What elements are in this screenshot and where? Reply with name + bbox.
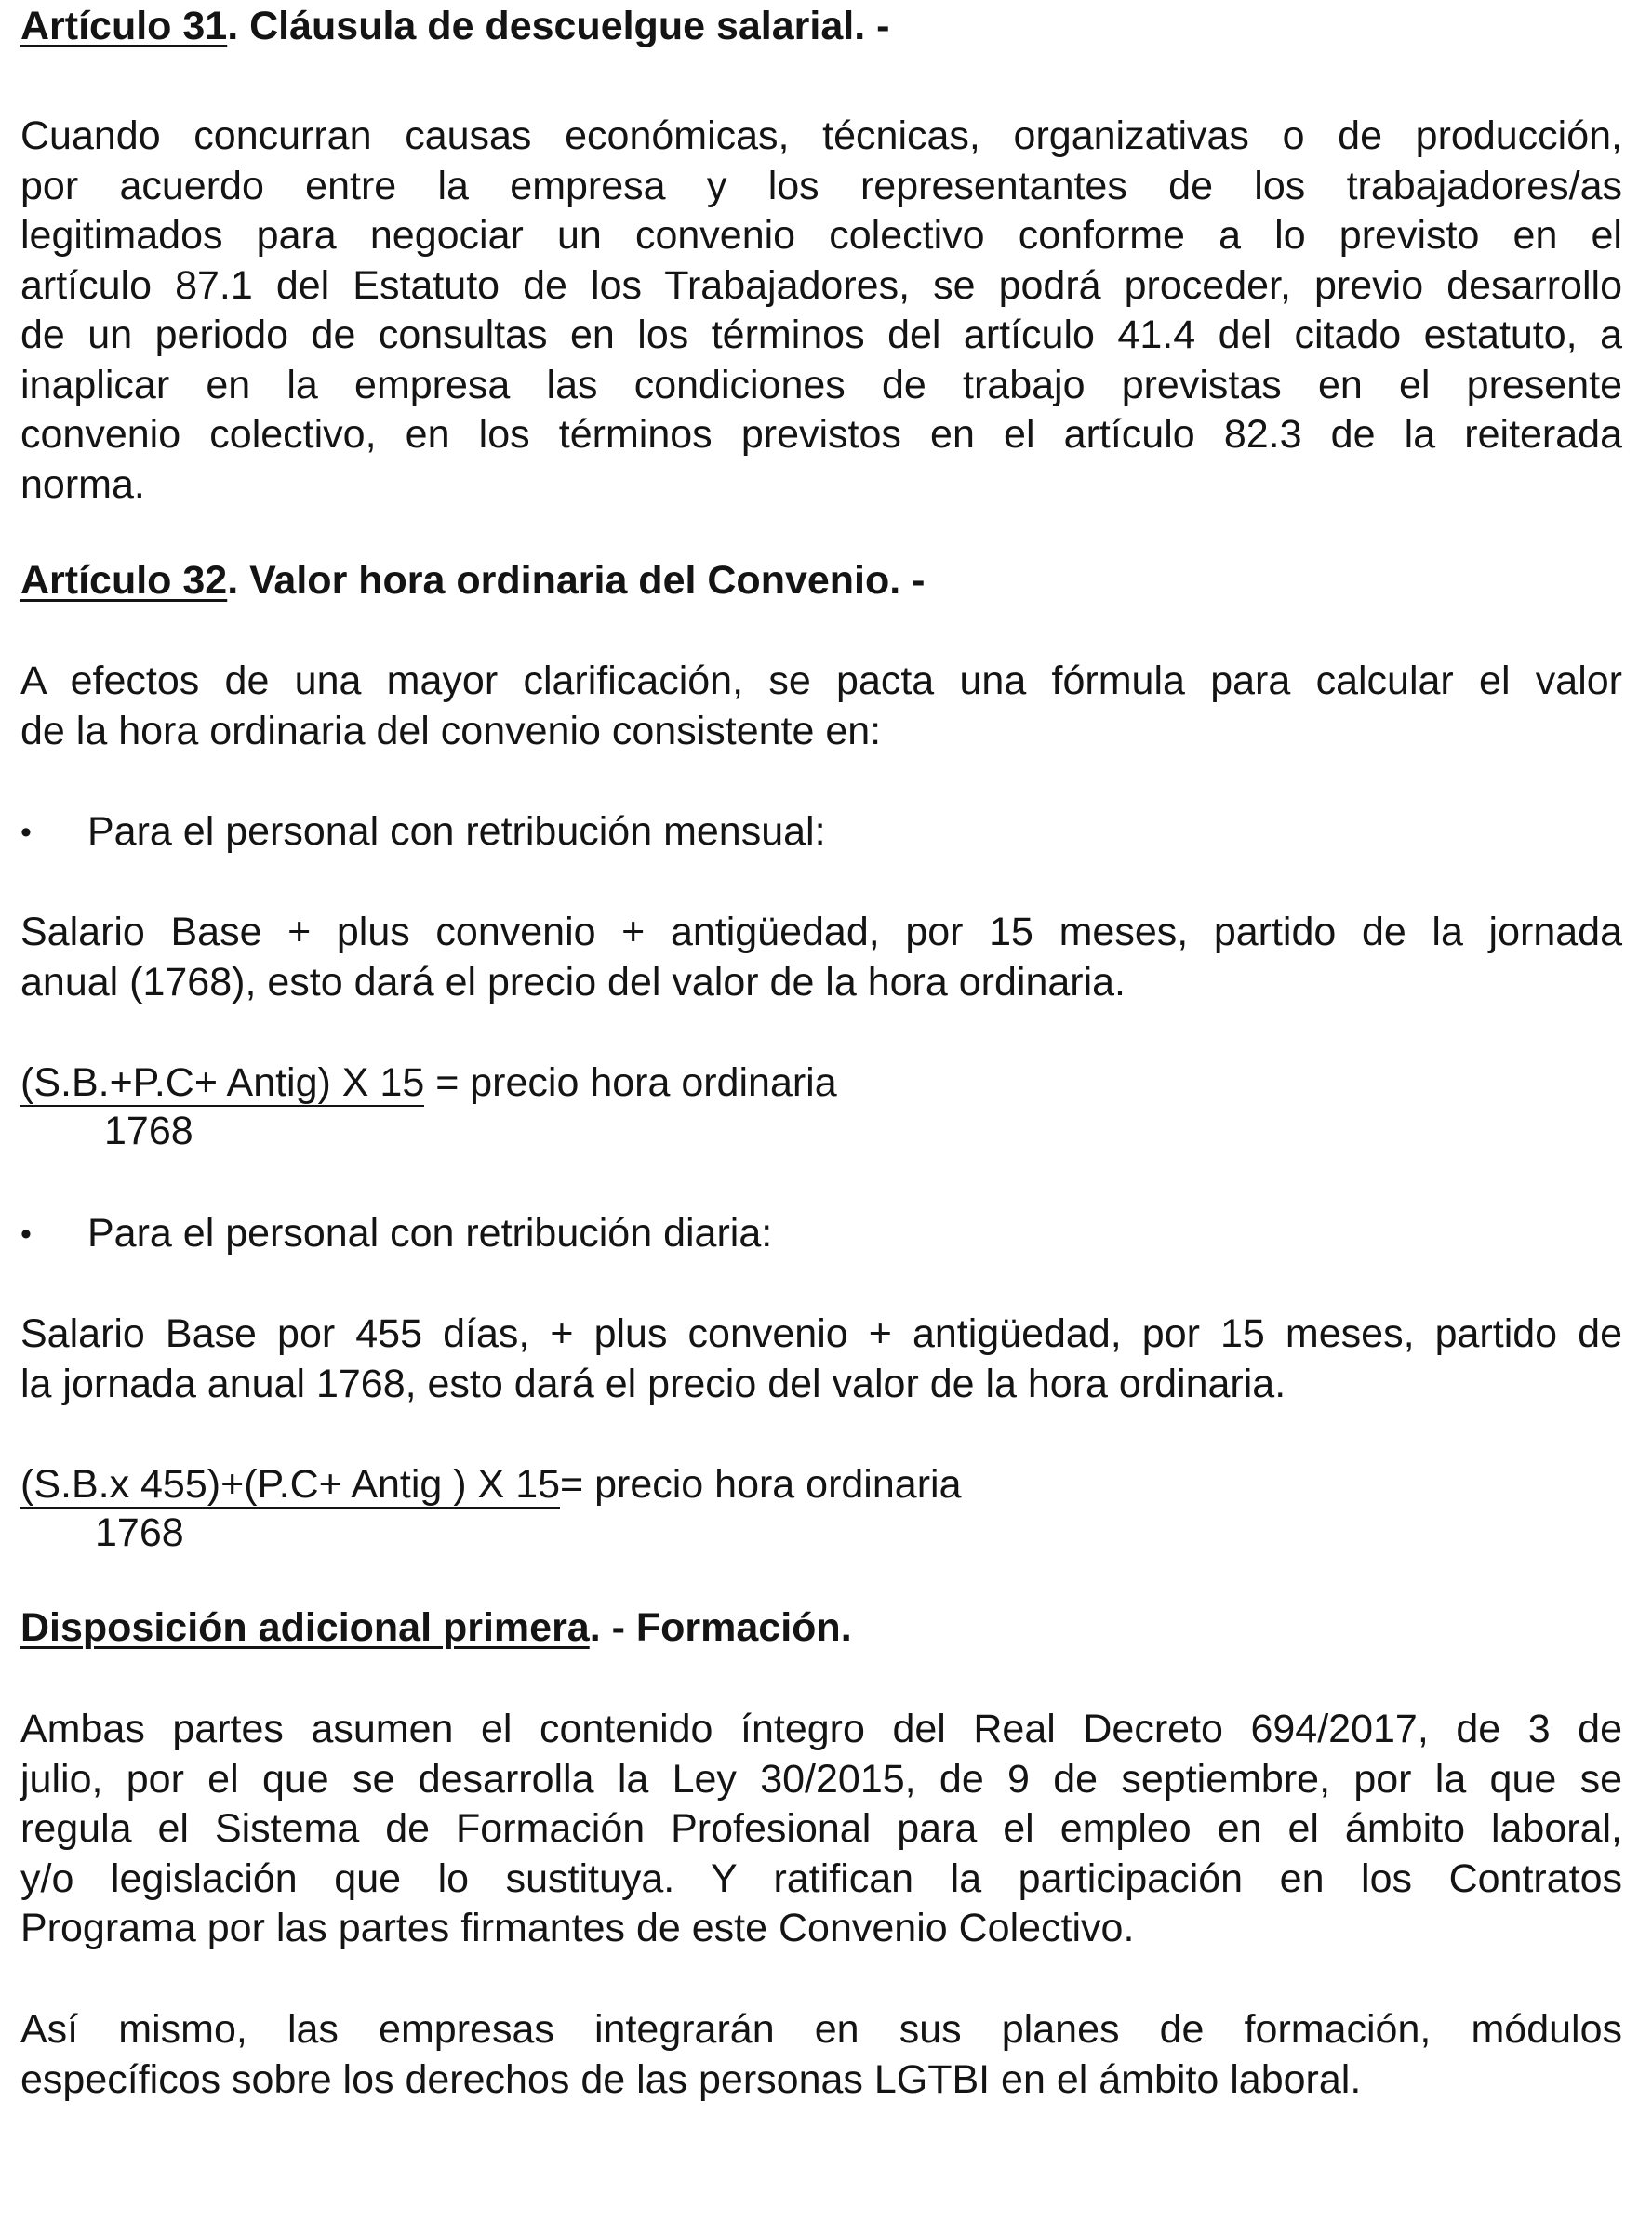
text-line: regula el Sistema de Formación Profesional para el empleo en el ámbito laboral, bbox=[20, 1806, 1622, 1851]
text-line: específicos sobre los derechos de las personas LGTBI en el ámbito laboral. bbox=[20, 2056, 1362, 2102]
diaria-paragraph bbox=[20, 1310, 1622, 1409]
text-line: legitimados para negociar un convenio colectivo conforme a lo previsto en el bbox=[20, 213, 1622, 258]
text-line: convenio colectivo, en los términos previstos en el artículo 82.3 de la reiterada bbox=[20, 412, 1622, 457]
text-line: de un periodo de consultas en los términos del artículo 41.4 del citado estatuto, a bbox=[20, 313, 1622, 357]
text-line: la jornada anual 1768, esto dará el precio del valor de la hora ordinaria. bbox=[20, 1361, 1286, 1406]
text-line: de la hora ordinaria del convenio consistente en: bbox=[20, 708, 882, 753]
text-line: Así mismo, las empresas integrarán en sus planes de formación, módulos bbox=[20, 2007, 1622, 2052]
bullet-icon: • bbox=[20, 1217, 32, 1252]
art32-heading bbox=[20, 556, 926, 605]
text-line: Cuando concurran causas económicas, técnicas, organizativas o de producción, bbox=[20, 113, 1622, 158]
text-line: por acuerdo entre la empresa y los representantes de los trabajadores/as bbox=[20, 163, 1622, 208]
formula-numerator: (S.B.x 455)+(P.C+ Antig ) X 15 bbox=[20, 1462, 561, 1507]
bullet-text: Para el personal con retribución diaria: bbox=[87, 1211, 773, 1256]
formula-denominator: 1768 bbox=[95, 1510, 184, 1555]
art31-heading bbox=[20, 2, 889, 51]
formula-result: = precio hora ordinaria bbox=[560, 1462, 962, 1507]
art31-paragraph bbox=[20, 112, 1622, 510]
disp-paragraph-2 bbox=[20, 2005, 1622, 2105]
text-line: Ambas partes asumen el contenido íntegro del Real Decreto 694/2017, de 3 de bbox=[20, 1707, 1622, 1751]
text-line: julio, por el que se desarrolla la Ley 30/2015, de 9 de septiembre, por la que se bbox=[20, 1756, 1622, 1802]
disp-paragraph-1 bbox=[20, 1705, 1622, 1954]
text-line: Salario Base por 455 días, + plus convenio + antigüedad, por 15 meses, partido de bbox=[20, 1311, 1622, 1356]
art32-title: . Valor hora ordinaria del Convenio. - bbox=[227, 558, 926, 603]
text-line: anual (1768), esto dará el precio del valor de la hora ordinaria. bbox=[20, 959, 1126, 1004]
text-line: inaplicar en la empresa las condiciones de trabajo previstas en el presente bbox=[20, 362, 1622, 407]
text-line: A efectos de una mayor clarificación, se pacta una fórmula para calcular el valor bbox=[20, 658, 1622, 703]
formula-mensual bbox=[20, 1058, 837, 1153]
text-line: Salario Base + plus convenio + antigüedad, por 15 meses, partido de la jornada bbox=[20, 910, 1622, 954]
bullet-text: Para el personal con retribución mensual: bbox=[87, 809, 826, 854]
disp-number: Disposición adicional primera bbox=[20, 1605, 590, 1650]
formula-denominator: 1768 bbox=[104, 1109, 193, 1153]
art31-title: . Cláusula de descuelgue salarial. - bbox=[227, 4, 890, 48]
art32-number: Artículo 32 bbox=[20, 558, 228, 603]
text-line: Programa por las partes firmantes de este Convenio Colectivo. bbox=[20, 1906, 1135, 1950]
disp-title: . - Formación. bbox=[589, 1605, 852, 1650]
bullet-item-diaria bbox=[20, 1209, 772, 1259]
art31-number: Artículo 31 bbox=[20, 4, 228, 48]
bullet-icon: • bbox=[20, 815, 32, 850]
mensual-paragraph bbox=[20, 908, 1622, 1007]
formula-result: = precio hora ordinaria bbox=[424, 1060, 837, 1105]
text-line: artículo 87.1 del Estatuto de los Trabajadores, se podrá proceder, previo desarrollo bbox=[20, 262, 1622, 308]
art32-intro bbox=[20, 657, 1622, 756]
text-line: norma. bbox=[20, 461, 145, 507]
formula-diaria bbox=[20, 1460, 962, 1555]
disp-heading bbox=[20, 1603, 852, 1653]
bullet-item-mensual bbox=[20, 807, 826, 858]
text-line: y/o legislación que lo sustituya. Y ratifican la participación en los Contratos bbox=[20, 1855, 1622, 1901]
formula-numerator: (S.B.+P.C+ Antig) X 15 bbox=[20, 1060, 425, 1105]
